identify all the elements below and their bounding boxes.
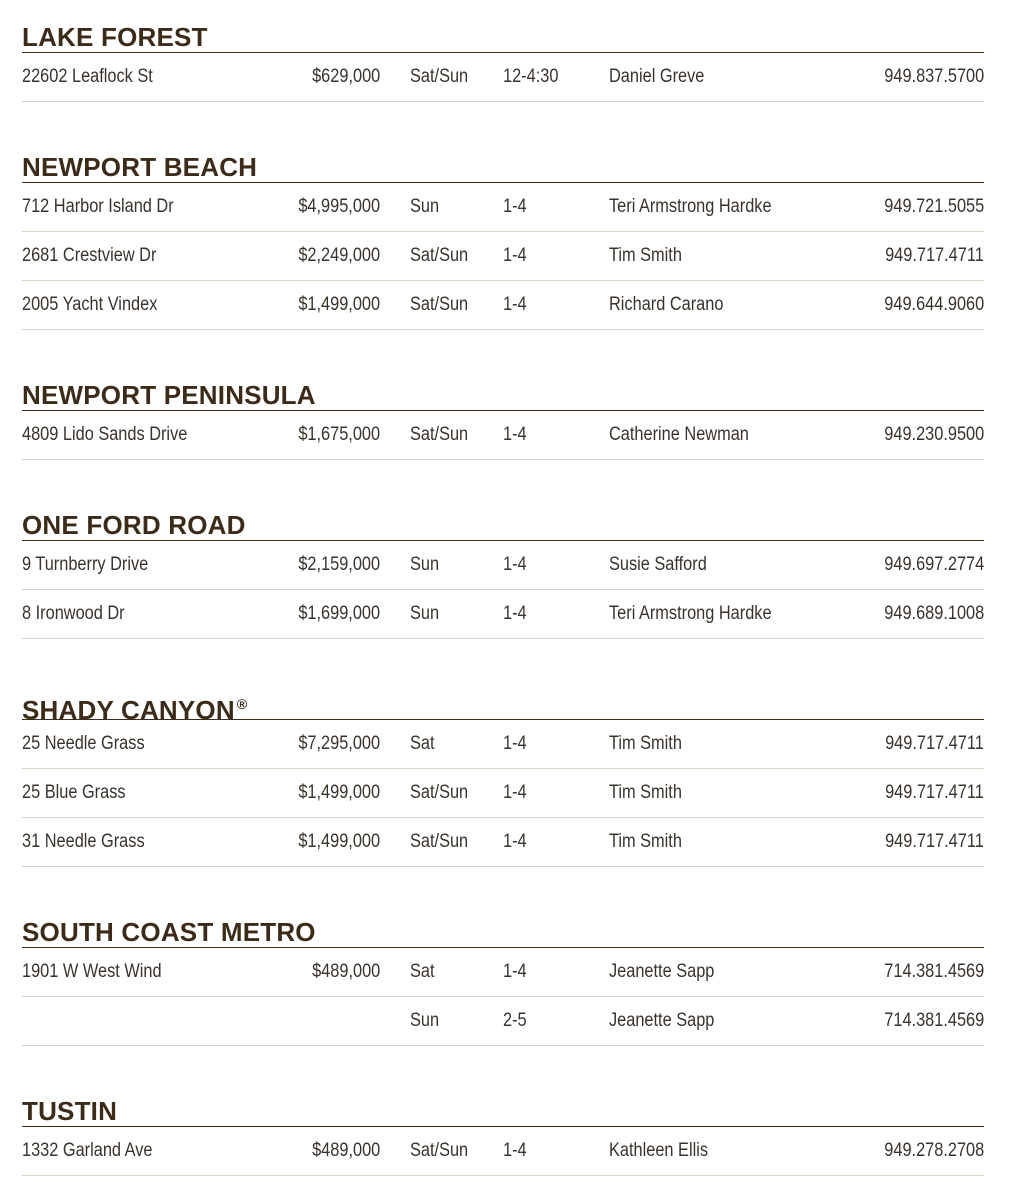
agent-name: Jeanette Sapp [609,1010,715,1031]
open-days: Sat/Sun [410,294,469,315]
address: 712 Harbor Island Dr [22,196,174,217]
open-days: Sun [410,603,440,624]
address: 4809 Lido Sands Drive [22,424,188,445]
area-heading [22,22,984,53]
open-time: 1-4 [503,831,527,852]
price: $4,995,000 [298,196,380,217]
agent-phone: 949.689.1008 [884,603,984,624]
area-heading-text: SHADY CANYON [22,695,235,725]
agent-phone: 949.278.2708 [884,1140,984,1161]
agent-name: Tim Smith [609,733,682,754]
price: $629,000 [311,66,380,87]
open-time: 2-5 [503,1010,527,1031]
area-section [22,380,984,460]
agent-phone: 949.697.2774 [884,554,984,575]
area-heading [22,380,984,411]
area-heading-text: LAKE FOREST [22,22,208,52]
listing-row [22,769,984,818]
open-time: 1-4 [503,603,527,624]
price: $489,000 [311,961,380,982]
open-time: 1-4 [503,424,527,445]
registered-mark: ® [236,696,248,712]
area-heading [22,917,984,948]
open-time: 1-4 [503,961,527,982]
address: 31 Needle Grass [22,831,145,852]
listing-row [22,53,984,102]
area-heading [22,510,984,541]
open-time: 1-4 [503,1140,527,1161]
address: 8 Ironwood Dr [22,603,125,624]
agent-name: Catherine Newman [609,424,749,445]
open-days: Sun [410,554,440,575]
open-time: 1-4 [503,733,527,754]
agent-name: Daniel Greve [609,66,705,87]
listing-row [22,948,984,997]
agent-phone: 949.837.5700 [884,66,984,87]
price: $489,000 [311,1140,380,1161]
price: $2,249,000 [298,245,380,266]
area-heading [22,152,984,183]
agent-phone: 714.381.4569 [884,961,984,982]
agent-phone: 949.717.4711 [885,245,984,266]
agent-phone: 714.381.4569 [884,1010,984,1031]
area-heading-text: NEWPORT BEACH [22,152,258,182]
open-days: Sat [410,733,435,754]
address: 25 Blue Grass [22,782,126,803]
area-heading-text: ONE FORD ROAD [22,510,246,540]
agent-name: Teri Armstrong Hardke [609,603,772,624]
open-days: Sat/Sun [410,1140,469,1161]
area-heading-text: SOUTH COAST METRO [22,917,316,947]
address: 1901 W West Wind [22,961,162,982]
agent-name: Jeanette Sapp [609,961,715,982]
open-time: 1-4 [503,294,527,315]
open-days: Sat/Sun [410,66,469,87]
area-heading [22,689,984,725]
listing-row [22,720,984,769]
open-days: Sat/Sun [410,831,469,852]
listing-row [22,411,984,460]
agent-phone: 949.230.9500 [884,424,984,445]
agent-name: Tim Smith [609,245,682,266]
price: $2,159,000 [298,554,380,575]
area-section [22,689,984,867]
agent-name: Tim Smith [609,831,682,852]
price: $1,499,000 [298,294,380,315]
address: 22602 Leaflock St [22,66,153,87]
listing-row [22,997,984,1046]
open-time: 12-4:30 [503,66,559,87]
open-days: Sat/Sun [410,424,469,445]
open-time: 1-4 [503,782,527,803]
agent-phone: 949.717.4711 [885,831,984,852]
area-section [22,510,984,639]
listing-row [22,232,984,281]
price: $1,699,000 [298,603,380,624]
open-house-listings [22,22,984,1176]
agent-name: Kathleen Ellis [609,1140,709,1161]
area-heading [22,1096,984,1127]
agent-phone: 949.721.5055 [884,196,984,217]
open-days: Sun [410,1010,440,1031]
agent-name: Susie Safford [609,554,707,575]
address: 25 Needle Grass [22,733,145,754]
listing-row [22,541,984,590]
area-heading-text: TUSTIN [22,1096,118,1126]
area-section [22,917,984,1046]
address: 2681 Crestview Dr [22,245,157,266]
agent-phone: 949.717.4711 [885,733,984,754]
agent-name: Richard Carano [609,294,724,315]
listing-row [22,590,984,639]
open-days: Sat/Sun [410,245,469,266]
price: $1,499,000 [298,782,380,803]
address: 2005 Yacht Vindex [22,294,158,315]
open-time: 1-4 [503,245,527,266]
open-time: 1-4 [503,196,527,217]
price: $1,499,000 [298,831,380,852]
area-section [22,152,984,330]
agent-phone: 949.717.4711 [885,782,984,803]
address: 9 Turnberry Drive [22,554,149,575]
listing-row [22,818,984,867]
listing-row [22,183,984,232]
listing-row [22,1127,984,1176]
address: 1332 Garland Ave [22,1140,153,1161]
open-days: Sat [410,961,435,982]
area-heading-text: NEWPORT PENINSULA [22,380,316,410]
open-days: Sat/Sun [410,782,469,803]
agent-name: Teri Armstrong Hardke [609,196,772,217]
open-time: 1-4 [503,554,527,575]
open-days: Sun [410,196,440,217]
area-section [22,1096,984,1176]
price: $1,675,000 [298,424,380,445]
agent-name: Tim Smith [609,782,682,803]
listing-row [22,281,984,330]
agent-phone: 949.644.9060 [884,294,984,315]
area-section [22,22,984,102]
price: $7,295,000 [298,733,380,754]
